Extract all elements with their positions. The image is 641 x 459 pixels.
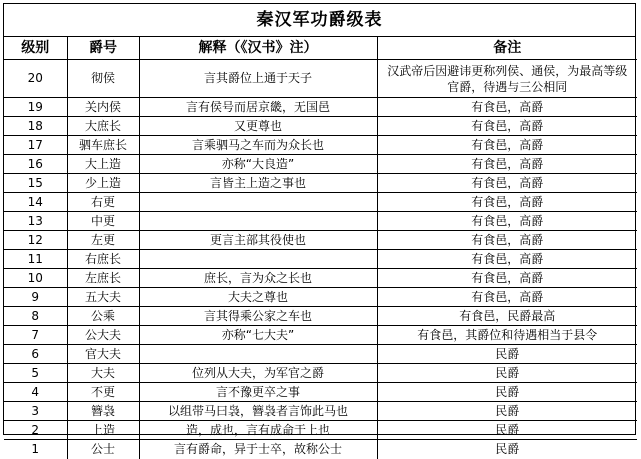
cell-note: 民爵	[377, 402, 637, 421]
table-row	[4, 288, 637, 307]
cell-explanation	[139, 212, 377, 231]
cell-level: 8	[4, 307, 67, 326]
cell-note: 民爵	[377, 440, 637, 459]
table-row	[4, 231, 637, 250]
table-row	[4, 421, 637, 440]
cell-rank: 少上造	[67, 174, 139, 193]
cell-note: 有食邑，高爵	[377, 155, 637, 174]
cell-note: 有食邑，高爵	[377, 250, 637, 269]
cell-rank: 公大夫	[67, 326, 139, 345]
cell-rank: 上造	[67, 421, 139, 440]
table-row	[4, 155, 637, 174]
cell-rank: 公乘	[67, 307, 139, 326]
cell-note: 民爵	[377, 383, 637, 402]
cell-explanation	[139, 345, 377, 364]
cell-explanation: 又更尊也	[139, 117, 377, 136]
cell-explanation: 言其得乘公家之车也	[139, 307, 377, 326]
table-row	[4, 307, 637, 326]
table-row	[4, 383, 637, 402]
cell-level: 17	[4, 136, 67, 155]
cell-note: 有食邑，高爵	[377, 98, 637, 117]
cell-note: 有食邑，高爵	[377, 193, 637, 212]
cell-rank: 右更	[67, 193, 139, 212]
cell-explanation: 言有爵命，异于士卒，故称公士	[139, 440, 377, 459]
cell-explanation: 造，成也，言有成命于上也	[139, 421, 377, 440]
cell-note: 有食邑，高爵	[377, 269, 637, 288]
cell-explanation: 庶长，言为众之长也	[139, 269, 377, 288]
table-row	[4, 326, 637, 345]
table-row	[4, 212, 637, 231]
cell-rank: 簪袅	[67, 402, 139, 421]
cell-note: 有食邑，高爵	[377, 174, 637, 193]
cell-rank: 彻侯	[67, 60, 139, 98]
cell-rank: 中更	[67, 212, 139, 231]
cell-note: 有食邑，高爵	[377, 231, 637, 250]
cell-rank: 官大夫	[67, 345, 139, 364]
cell-note: 民爵	[377, 421, 637, 440]
cell-level: 11	[4, 250, 67, 269]
table-row	[4, 60, 637, 98]
cell-rank: 左更	[67, 231, 139, 250]
cell-explanation	[139, 193, 377, 212]
cell-explanation: 言不豫更卒之事	[139, 383, 377, 402]
cell-explanation: 言皆主上造之事也	[139, 174, 377, 193]
cell-rank: 关内侯	[67, 98, 139, 117]
cell-explanation: 言有侯号而居京畿，无国邑	[139, 98, 377, 117]
cell-rank: 左庶长	[67, 269, 139, 288]
cell-note: 民爵	[377, 364, 637, 383]
header-row	[4, 37, 637, 60]
cell-note: 有食邑，高爵	[377, 136, 637, 155]
header-level: 级别	[4, 37, 67, 60]
table-row	[4, 440, 637, 459]
table-row	[4, 98, 637, 117]
table-row	[4, 402, 637, 421]
cell-explanation: 大夫之尊也	[139, 288, 377, 307]
table-row	[4, 364, 637, 383]
cell-rank: 大庶长	[67, 117, 139, 136]
cell-level: 16	[4, 155, 67, 174]
table-title: 秦汉军功爵级表	[4, 4, 635, 37]
cell-rank: 五大夫	[67, 288, 139, 307]
table-row	[4, 136, 637, 155]
cell-level: 14	[4, 193, 67, 212]
cell-level: 13	[4, 212, 67, 231]
cell-level: 10	[4, 269, 67, 288]
cell-level: 3	[4, 402, 67, 421]
cell-level: 9	[4, 288, 67, 307]
cell-level: 15	[4, 174, 67, 193]
cell-level: 19	[4, 98, 67, 117]
cell-rank: 大上造	[67, 155, 139, 174]
cell-explanation: 言乘驷马之车而为众长也	[139, 136, 377, 155]
cell-explanation: 更言主部其役使也	[139, 231, 377, 250]
cell-level: 5	[4, 364, 67, 383]
cell-note: 有食邑，高爵	[377, 117, 637, 136]
cell-level: 18	[4, 117, 67, 136]
cell-explanation	[139, 250, 377, 269]
rank-table	[4, 37, 637, 459]
cell-level: 7	[4, 326, 67, 345]
cell-note: 有食邑，其爵位和待遇相当于县令	[377, 326, 637, 345]
cell-note: 有食邑，民爵最高	[377, 307, 637, 326]
header-rank: 爵号	[67, 37, 139, 60]
table-row	[4, 345, 637, 364]
cell-rank: 右庶长	[67, 250, 139, 269]
cell-explanation: 亦称“大良造”	[139, 155, 377, 174]
header-explanation: 解释（《汉书》注）	[139, 37, 377, 60]
table-row	[4, 174, 637, 193]
table-row	[4, 193, 637, 212]
cell-explanation: 亦称“七大夫”	[139, 326, 377, 345]
cell-rank: 不更	[67, 383, 139, 402]
table-row	[4, 117, 637, 136]
table-body	[4, 60, 637, 459]
cell-level: 4	[4, 383, 67, 402]
cell-rank: 大夫	[67, 364, 139, 383]
cell-level: 1	[4, 440, 67, 459]
table-row	[4, 269, 637, 288]
cell-explanation: 言其爵位上通于天子	[139, 60, 377, 98]
cell-level: 2	[4, 421, 67, 440]
cell-note: 有食邑，高爵	[377, 212, 637, 231]
table-row	[4, 250, 637, 269]
cell-level: 20	[4, 60, 67, 98]
cell-note: 民爵	[377, 345, 637, 364]
cell-explanation: 以组带马曰袅，簪袅者言饰此马也	[139, 402, 377, 421]
cell-note: 有食邑，高爵	[377, 288, 637, 307]
cell-rank: 驷车庶长	[67, 136, 139, 155]
cell-level: 12	[4, 231, 67, 250]
rank-table-sheet	[3, 3, 636, 456]
cell-explanation: 位列从大夫，为军官之爵	[139, 364, 377, 383]
cell-rank: 公士	[67, 440, 139, 459]
cell-note: 汉武帝后因避讳更称列侯、通侯，为最高等级官爵，待遇与三公相同	[377, 60, 637, 98]
cell-level: 6	[4, 345, 67, 364]
header-note: 备注	[377, 37, 637, 60]
